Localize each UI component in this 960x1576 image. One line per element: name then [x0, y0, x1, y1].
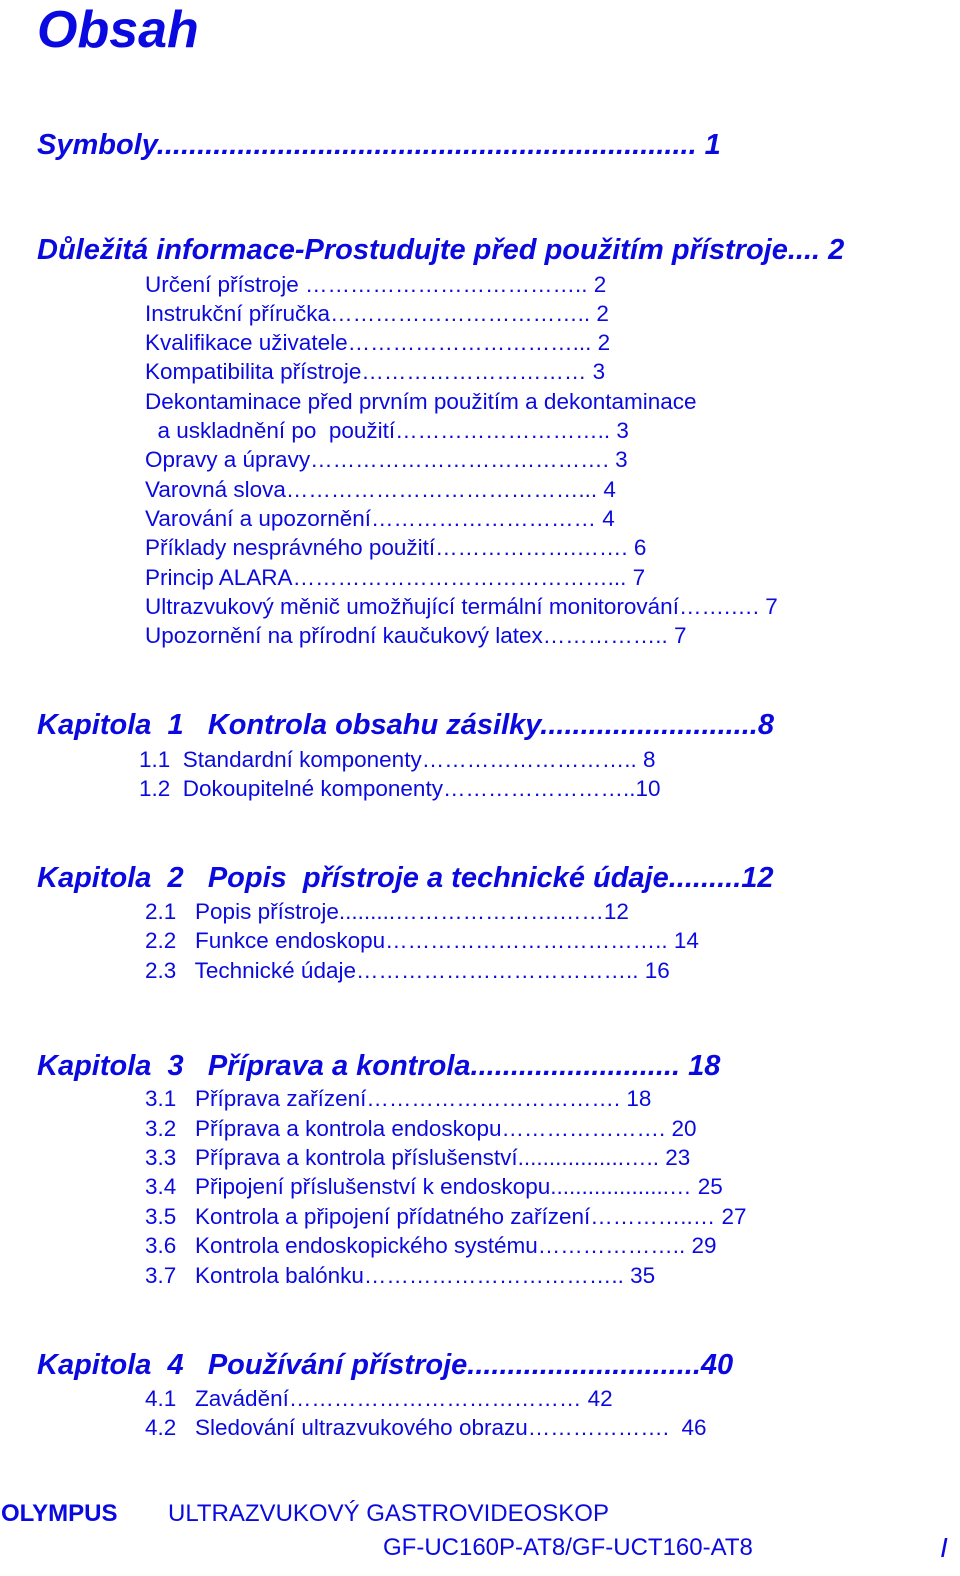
footer-brand: OLYMPUS: [1, 1500, 118, 1527]
toc-entry[interactable]: 3.1 Příprava zařízení……………………………. 18: [145, 1086, 652, 1111]
toc-entry[interactable]: 1.2 Dokoupitelné komponenty……………………..10: [139, 776, 661, 801]
toc-entry[interactable]: Dekontaminace před prvním použitím a dekontaminace: [145, 389, 697, 414]
toc-entry[interactable]: 2.2 Funkce endoskopu……………………………….. 14: [145, 928, 699, 953]
toc-entry[interactable]: 2.3 Technické údaje……………………………….. 16: [145, 958, 670, 983]
toc-entry[interactable]: 3.4 Připojení příslušenství k endoskopu...................… 25: [145, 1174, 723, 1199]
toc-entry[interactable]: 3.2 Příprava a kontrola endoskopu…………………. 20: [145, 1116, 697, 1141]
toc-entry[interactable]: 4.2 Sledování ultrazvukového obrazu………………. 46: [145, 1415, 707, 1440]
toc-entry[interactable]: 3.3 Příprava a kontrola příslušenství.................….. 23: [145, 1145, 691, 1170]
toc-entry[interactable]: Ultrazvukový měnič umožňující termální monitorování…….…. 7: [145, 594, 778, 619]
toc-entry[interactable]: Určení přístroje ……………………………….. 2: [145, 272, 607, 297]
page-title: Obsah: [37, 1, 199, 59]
toc-entry[interactable]: a uskladnění po použití……………………….. 3: [145, 418, 629, 443]
toc-entry[interactable]: Princip ALARA……………………………………... 7: [145, 565, 646, 590]
toc-entry[interactable]: Upozornění na přírodní kaučukový latex…………….. 7: [145, 623, 687, 648]
toc-entry[interactable]: 2.1 Popis přístroje.........………………….……12: [145, 899, 629, 924]
toc-entry[interactable]: 4.1 Zavádění………………………………… 42: [145, 1386, 613, 1411]
footer-page-number: I: [940, 1532, 948, 1563]
toc-heading-kapitola-1[interactable]: Kapitola 1 Kontrola obsahu zásilky...........................8: [37, 709, 774, 741]
footer-model: GF-UC160P-AT8/GF-UCT160-AT8: [383, 1534, 753, 1561]
toc-entry[interactable]: Varování a upozornění………………………… 4: [145, 506, 615, 531]
toc-entry[interactable]: Příklady nesprávného použití……………….……. 6: [145, 535, 647, 560]
toc-heading-kapitola-3[interactable]: Kapitola 3 Příprava a kontrola.......................... 18: [37, 1050, 721, 1082]
toc-heading-kapitola-4[interactable]: Kapitola 4 Používání přístroje.............................40: [37, 1349, 734, 1381]
toc-entry[interactable]: Varovná slova…………………………………... 4: [145, 477, 616, 502]
toc-heading-kapitola-2[interactable]: Kapitola 2 Popis přístroje a technické údaje.........12: [37, 862, 774, 894]
footer-product-name: ULTRAZVUKOVÝ GASTROVIDEOSKOP: [168, 1500, 609, 1527]
toc-entry[interactable]: 1.1 Standardní komponenty……………………….. 8: [139, 747, 656, 772]
toc-heading-dulezita-informace[interactable]: Důležitá informace-Prostudujte před použitím přístroje.... 2: [37, 234, 845, 266]
toc-entry[interactable]: Opravy a úpravy…………………………………. 3: [145, 447, 628, 472]
toc-entry[interactable]: Instrukční příručka…………………………….. 2: [145, 301, 609, 326]
toc-entry[interactable]: Kompatibilita přístroje………………………… 3: [145, 359, 606, 384]
toc-entry[interactable]: 3.5 Kontrola a připojení přídatného zařízení…………..… 27: [145, 1204, 747, 1229]
toc-entry[interactable]: 3.7 Kontrola balónku…………………………….. 35: [145, 1263, 656, 1288]
toc-entry[interactable]: Kvalifikace uživatele…………………………... 2: [145, 330, 611, 355]
toc-heading-symboly[interactable]: Symboly................................................................... 1: [37, 129, 721, 161]
toc-entry[interactable]: 3.6 Kontrola endoskopického systému……………….. 29: [145, 1233, 717, 1258]
